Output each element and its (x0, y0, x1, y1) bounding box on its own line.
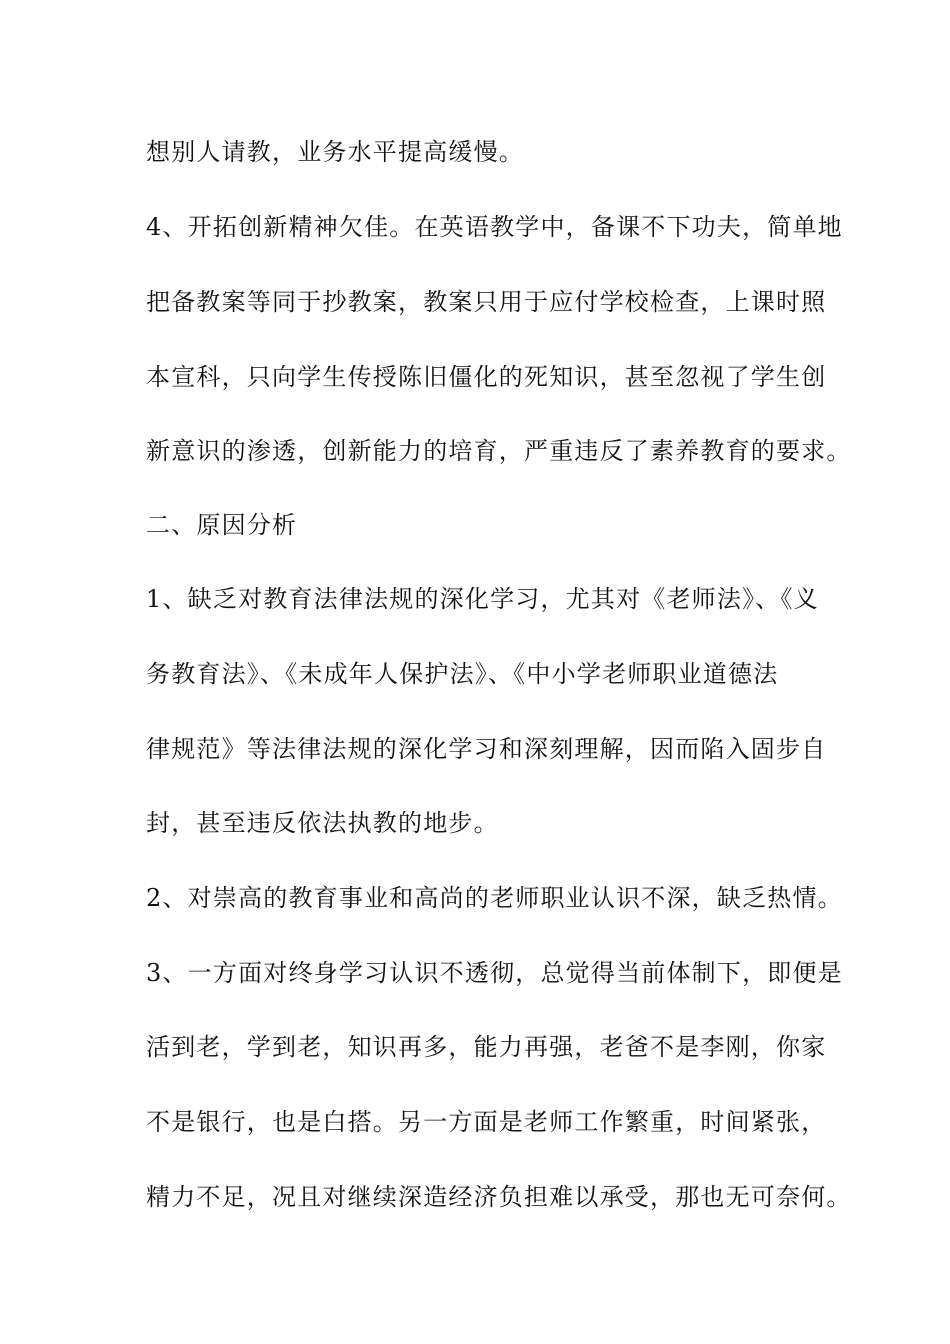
text-line: 本宣科，只向学生传授陈旧僵化的死知识，甚至忽视了学生创 (146, 363, 827, 391)
text-line: 4、开拓创新精神欠佳。在英语教学中，备课不下功夫，简单地 (146, 213, 843, 241)
text-line: 封，甚至违反依法执教的地步。 (146, 809, 499, 837)
text-line: 3、一方面对终身学习认识不透彻，总觉得当前体制下，即便是 (146, 959, 843, 987)
text-line: 活到老，学到老，知识再多，能力再强，老爸不是李刚，你家 (146, 1033, 827, 1061)
text-line: 新意识的渗透，创新能力的培育，严重违反了素养教育的要求。 (146, 437, 852, 465)
text-line: 律规范》等法律法规的深化学习和深刻理解，因而陷入固步自 (146, 735, 827, 763)
section-heading: 二、原因分析 (146, 511, 298, 539)
text-line: 1、缺乏对教育法律法规的深化学习，尤其对《老师法》、《义 (146, 585, 819, 613)
text-line: 2、对崇高的教育事业和高尚的老师职业认识不深，缺乏热情。 (146, 884, 843, 912)
text-line: 务教育法》、《未成年人保护法》、《中小学老师职业道德法 (146, 660, 779, 688)
text-line: 不是银行，也是白搭。另一方面是老师工作繁重，时间紧张， (146, 1108, 827, 1136)
text-line: 精力不足，况且对继续深造经济负担难以承受，那也无可奈何。 (146, 1183, 852, 1211)
text-line: 想别人请教，业务水平提高缓慢。 (146, 138, 524, 166)
text-line: 把备教案等同于抄教案，教案只用于应付学校检查，上课时照 (146, 288, 827, 316)
